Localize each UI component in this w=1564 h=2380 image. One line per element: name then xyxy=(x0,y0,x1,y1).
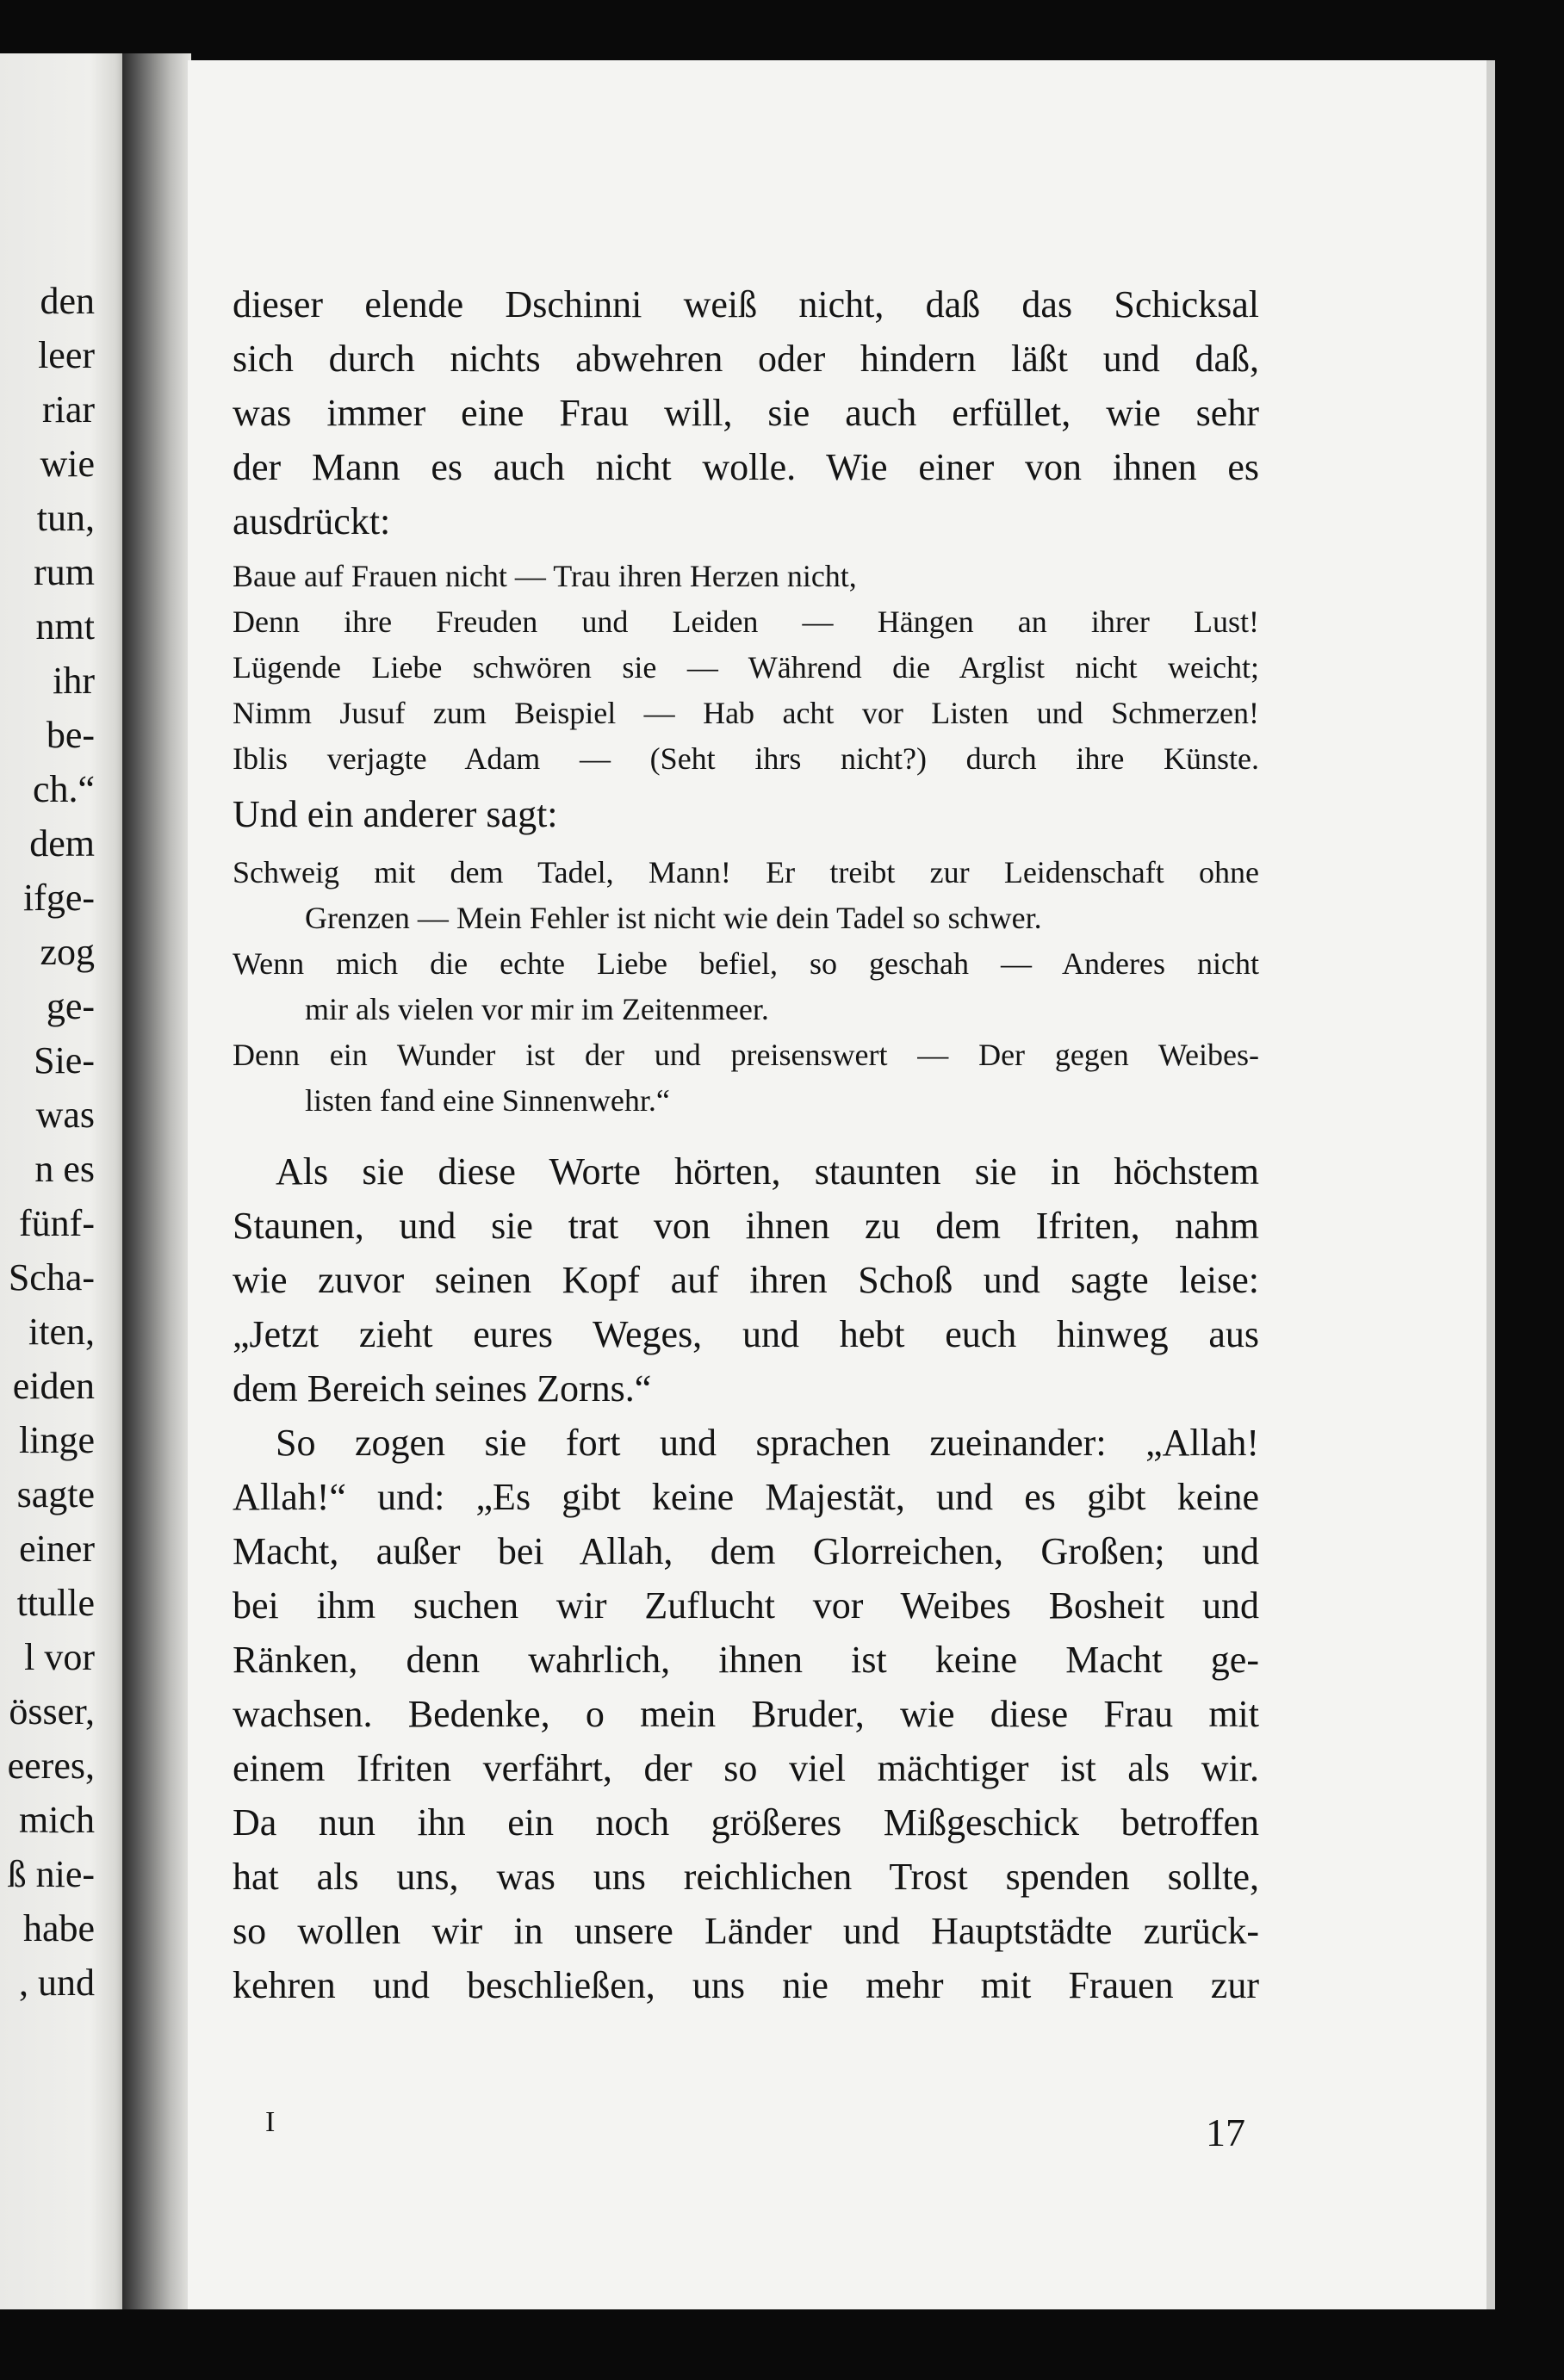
verse-line-continuation: mir als vielen vor mir im Zeitenmeer. xyxy=(305,992,769,1026)
left-line: l vor xyxy=(24,1636,95,1678)
page-body xyxy=(233,277,1259,2012)
left-line: rum xyxy=(34,551,95,593)
paragraph-3 xyxy=(233,1416,1259,2012)
text-line: der Mann es auch nicht wolle. Wie einer von ihnen es xyxy=(233,446,1259,488)
left-line: ihr xyxy=(53,660,95,702)
text-line: ausdrückt: xyxy=(233,500,391,542)
text-line: einem Ifriten verfährt, der so viel mächtiger ist als wir. xyxy=(233,1747,1259,1789)
signature-mark: I xyxy=(265,2106,276,2138)
verse-line: Denn ihre Freuden und Leiden — Hängen an ihrer Lust! xyxy=(233,604,1259,639)
text-line: dieser elende Dschinni weiß nicht, daß das Schicksal xyxy=(233,283,1259,325)
left-line: zog xyxy=(40,931,95,973)
paragraph-2 xyxy=(233,1144,1259,1416)
text-line: dem Bereich seines Zorns.“ xyxy=(233,1367,652,1410)
verse-line: Wenn mich die echte Liebe befiel, so geschah — Anderes nicht xyxy=(233,946,1259,981)
left-line: ttulle xyxy=(16,1582,95,1624)
transition-line: Und ein anderer sagt: xyxy=(233,793,558,835)
left-line: iten, xyxy=(28,1311,95,1353)
paragraph-1 xyxy=(233,277,1259,549)
text-line: Allah!“ und: „Es gibt keine Majestät, und es gibt keine xyxy=(233,1476,1259,1518)
text-line: Da nun ihn ein noch größeres Mißgeschick betroffen xyxy=(233,1801,1259,1844)
text-line: Macht, außer bei Allah, dem Glorreichen, Großen; und xyxy=(233,1530,1259,1572)
left-line: , und xyxy=(19,1962,95,2004)
verse-line: Lügende Liebe schwören sie — Während die Arglist nicht weicht; xyxy=(233,650,1259,685)
left-line: sagte xyxy=(16,1473,95,1515)
text-line: hat als uns, was uns reichlichen Trost spenden sollte, xyxy=(233,1856,1259,1898)
text-line: Als sie diese Worte hörten, staunten sie in höchstem xyxy=(276,1150,1259,1193)
verse-line-continuation: listen fand eine Sinnenwehr.“ xyxy=(305,1083,670,1118)
verse-1 xyxy=(233,554,1259,782)
left-line: einer xyxy=(19,1528,95,1570)
left-line: was xyxy=(35,1094,95,1136)
left-line: ch.“ xyxy=(32,768,95,810)
left-line: ifge- xyxy=(22,877,95,919)
left-line: nmt xyxy=(35,605,95,648)
left-line: wie xyxy=(40,443,95,485)
text-line: So zogen sie fort und sprachen zueinander: „Allah! xyxy=(276,1422,1259,1464)
left-line: eeres, xyxy=(7,1745,95,1787)
verse-line: Denn ein Wunder ist der und preisenswert — Der gegen Weibes- xyxy=(233,1038,1259,1072)
left-line: n es xyxy=(34,1148,95,1190)
text-line: wie zuvor seinen Kopf auf ihren Schoß und sagte leise: xyxy=(233,1259,1259,1301)
left-page-text xyxy=(0,274,95,2010)
text-line: sich durch nichts abwehren oder hindern läßt und daß, xyxy=(233,338,1259,380)
left-page xyxy=(0,53,129,2309)
left-line: eiden xyxy=(12,1365,95,1407)
page-number: 17 xyxy=(1206,2110,1245,2154)
left-line: Sie- xyxy=(34,1039,95,1082)
left-line: den xyxy=(40,280,95,322)
left-line: riar xyxy=(41,388,95,431)
text-line: Ränken, denn wahrlich, ihnen ist keine Macht ge- xyxy=(233,1639,1259,1681)
left-line: leer xyxy=(38,334,95,376)
left-line: ge- xyxy=(46,985,95,1027)
verse-line: Baue auf Frauen nicht — Trau ihren Herzen nicht, xyxy=(233,559,857,593)
left-line: habe xyxy=(22,1907,95,1949)
left-line: ß nie- xyxy=(7,1853,95,1895)
left-line: tun, xyxy=(36,497,95,539)
left-line: össer, xyxy=(9,1690,95,1732)
verse-line-continuation: Grenzen — Mein Fehler ist nicht wie dein Tadel so schwer. xyxy=(305,901,1042,935)
verse-line: Iblis verjagte Adam — (Seht ihrs nicht?) durch ihre Künste. xyxy=(233,741,1259,776)
text-line: Staunen, und sie trat von ihnen zu dem Ifriten, nahm xyxy=(233,1205,1259,1247)
book-gutter-shadow xyxy=(122,53,191,2309)
left-line: dem xyxy=(29,822,95,865)
text-line: so wollen wir in unsere Länder und Hauptstädte zurück- xyxy=(233,1910,1259,1952)
verse-line: Schweig mit dem Tadel, Mann! Er treibt zur Leidenschaft ohne xyxy=(233,855,1259,889)
text-line: bei ihm suchen wir Zuflucht vor Weibes Bosheit und xyxy=(233,1584,1259,1627)
verse-2 xyxy=(233,850,1259,1124)
left-line: mich xyxy=(19,1799,95,1841)
left-line: fünf- xyxy=(19,1202,95,1244)
left-line: be- xyxy=(46,714,95,756)
left-line: linge xyxy=(19,1419,95,1461)
text-line: „Jetzt zieht eures Weges, und hebt euch hinweg aus xyxy=(233,1313,1259,1355)
left-line: Scha- xyxy=(8,1256,95,1298)
right-page xyxy=(188,60,1495,2309)
text-line: wachsen. Bedenke, o mein Bruder, wie diese Frau mit xyxy=(233,1693,1259,1735)
text-line: was immer eine Frau will, sie auch erfüllet, wie sehr xyxy=(233,392,1259,434)
text-line: kehren und beschließen, uns nie mehr mit Frauen zur xyxy=(233,1964,1259,2006)
verse-line: Nimm Jusuf zum Beispiel — Hab acht vor Listen und Schmerzen! xyxy=(233,696,1259,730)
